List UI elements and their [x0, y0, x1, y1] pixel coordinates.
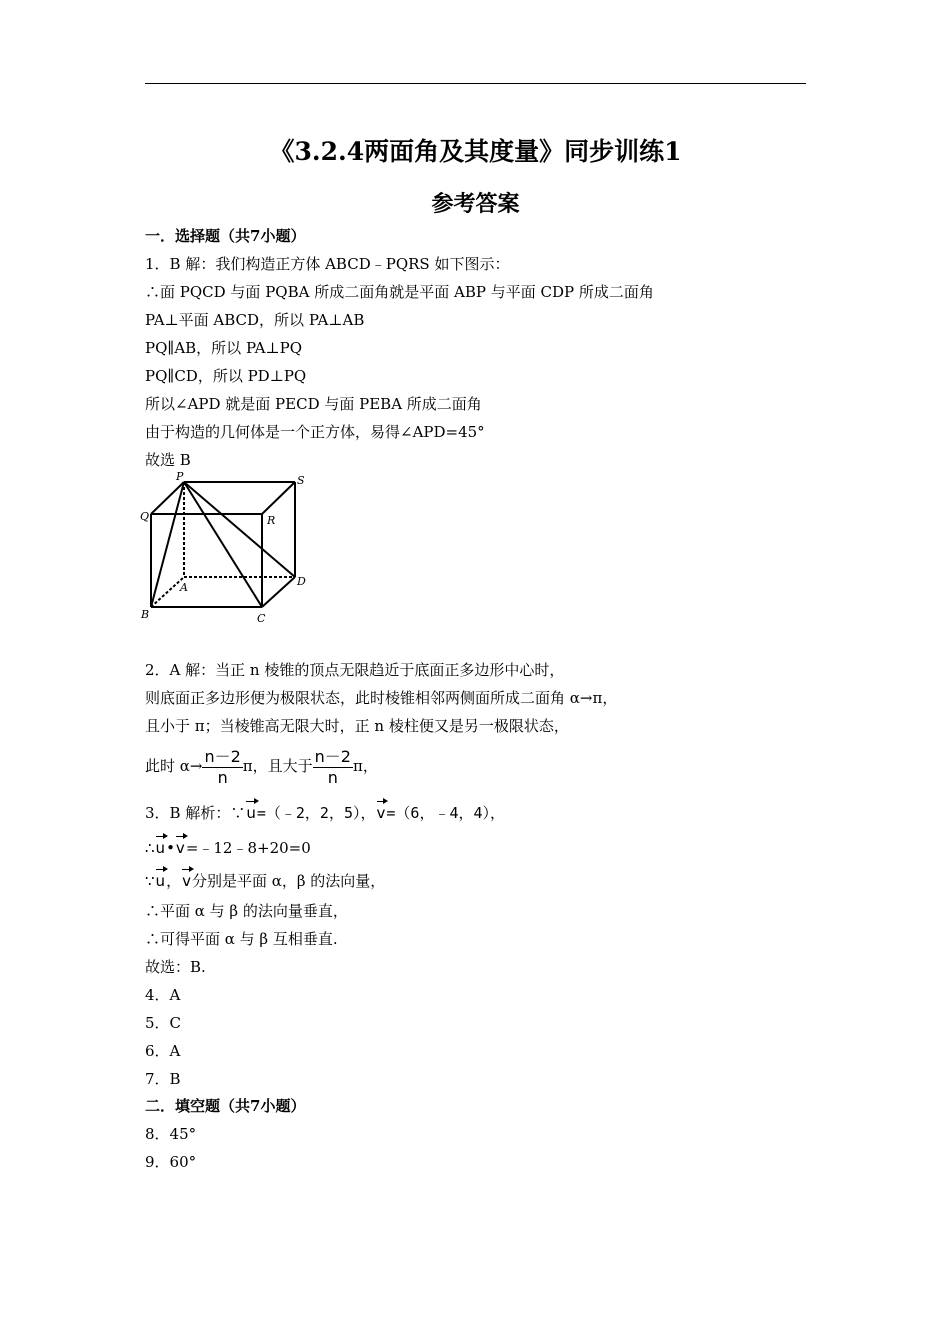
section2-heading: 二．填空题（共7小题） [145, 1097, 306, 1115]
vertex-label-s: S [297, 474, 305, 487]
fraction [202, 747, 242, 788]
q3-vectors-line [145, 803, 505, 823]
answer-line: 4．A [145, 986, 181, 1004]
q2-line: 则底面正多边形便为极限状态，此时棱锥相邻两侧面所成二面角 α→π， [145, 689, 618, 707]
q1-line: 1．B 解：我们构造正方体 ABCD﹣PQRS 如下图示： [145, 255, 510, 273]
header-rule [145, 83, 806, 84]
dot-product-result: =﹣12﹣8+20=0 [185, 839, 311, 857]
because-symbol: ∵ [145, 872, 155, 890]
document-subtitle: 参考答案 [431, 191, 520, 217]
answer-line: 9．60° [145, 1153, 197, 1171]
fraction-denominator: n [327, 767, 338, 787]
therefore-symbol: ∴ [145, 839, 155, 857]
vertex-label-r: R [267, 514, 276, 527]
q3-line: 故选：B. [145, 958, 206, 976]
vector-v-value: =（6，﹣4，4）， [386, 804, 506, 822]
vertex-label-b: B [141, 608, 150, 621]
q3-prefix: 3．B 解析： [145, 804, 231, 822]
vector-u: u [155, 872, 166, 890]
vertex-label-a: A [180, 581, 188, 594]
vector-v: v [182, 872, 191, 890]
q1-line: ∴面 PQCD 与面 PQBA 所成二面角就是平面 ABP 与平面 CDP 所成二面角 [145, 283, 654, 301]
q2-limit-end: π， [352, 757, 378, 775]
comma: ， [166, 872, 182, 890]
q3-normal-line [145, 871, 385, 891]
vector-v: v [175, 839, 185, 857]
q1-line: 所以∠APD 就是面 PECD 与面 PEBA 所成二面角 [145, 395, 482, 413]
document-title: 《3.2.4两面角及其度量》同步训练1 [269, 137, 682, 166]
q2-limit-mid: π，且大于 [242, 757, 313, 775]
answer-line: 6．A [145, 1042, 181, 1060]
fraction-numerator: n－2 [204, 746, 241, 766]
q3-line: ∴平面 α 与 β 的法向量垂直， [145, 902, 348, 920]
fraction [313, 747, 353, 788]
q1-line: 由于构造的几何体是一个正方体，易得∠APD=45° [145, 423, 485, 441]
vector-u: u [246, 804, 256, 822]
q2-limit-prefix: 此时 α→ [145, 757, 203, 775]
q1-line: PQ∥AB，所以 PA⊥PQ [145, 339, 302, 357]
section1-heading: 一．选择题（共7小题） [145, 227, 306, 245]
answer-line: 8．45° [145, 1125, 197, 1143]
vertex-label-q: Q [140, 510, 150, 523]
q1-line: PQ∥CD，所以 PD⊥PQ [145, 367, 307, 385]
vector-u: u [155, 839, 166, 857]
because-symbol: ∵ [230, 804, 246, 822]
fraction-denominator: n [217, 767, 228, 787]
fraction-numerator: n－2 [314, 746, 351, 766]
q1-line: PA⊥平面 ABCD，所以 PA⊥AB [145, 311, 365, 329]
q3-line: ∴可得平面 α 与 β 互相垂直. [145, 930, 338, 948]
cube-figure [140, 470, 315, 630]
q2-line: 且小于 π；当棱锥高无限大时，正 n 棱柱便又是另一极限状态， [145, 717, 569, 735]
q3-dot-line [145, 838, 311, 858]
vector-v: v [376, 804, 386, 822]
q2-line: 2．A 解：当正 n 棱锥的顶点无限趋近于底面正多边形中心时， [145, 661, 565, 679]
answer-line: 5．C [145, 1014, 182, 1032]
vertex-label-p: P [176, 470, 184, 483]
q1-line: 故选 B [145, 451, 191, 469]
answer-line: 7．B [145, 1070, 181, 1088]
q2-limit-line [145, 745, 378, 788]
dot-symbol: • [166, 839, 175, 857]
vertex-label-c: C [257, 612, 266, 625]
vertex-label-d: D [297, 575, 306, 588]
q3-normal-text: 分别是平面 α，β 的法向量， [191, 872, 386, 890]
vector-u-value: =（﹣2，2，5）， [256, 804, 376, 822]
